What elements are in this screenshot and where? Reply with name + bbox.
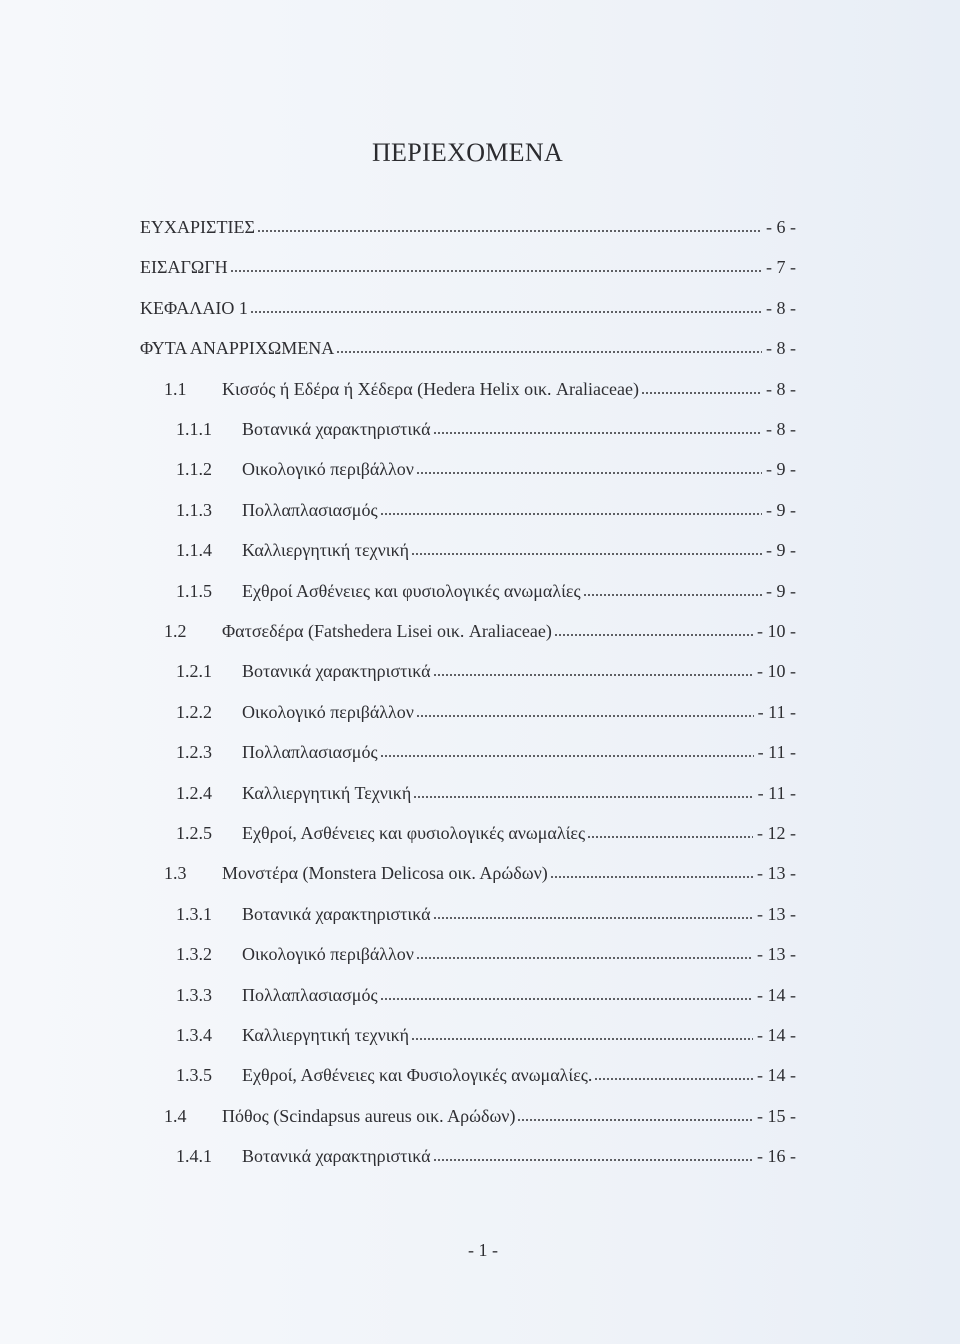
dot-leader: [380, 498, 762, 518]
toc-entry-label: ΕΥΧΑΡΙΣΤΙΕΣ: [140, 217, 255, 237]
toc-entry-number: 1.3.2: [176, 944, 212, 965]
toc-entry-number: 1.3: [164, 863, 187, 884]
toc-entry-page: - 8 -: [766, 378, 796, 399]
dot-leader: [433, 659, 753, 679]
toc-entry-page: - 8 -: [766, 338, 796, 359]
toc-entry-label: Καλλιεργητική τεχνική: [242, 540, 410, 561]
toc-entry-label: Εχθροί, Ασθένειες και Φυσιολογικές ανωμαλίες.: [242, 1065, 593, 1086]
toc-entry-number: 1.1.2: [176, 459, 212, 480]
toc-entry-label: Φατσεδέρα (Fatshedera Lisei οικ. Araliaceae): [222, 621, 552, 641]
toc-entry-label: Πολλαπλασιασμός: [242, 984, 378, 1005]
toc-entry-page: - 13 -: [757, 944, 796, 965]
toc-entry: [176, 779, 796, 809]
toc-entry: [176, 496, 796, 526]
dot-leader: [380, 740, 754, 760]
toc-entry-page: - 14 -: [757, 984, 796, 1005]
toc-entry-label: Πολλαπλασιασμός: [242, 499, 378, 520]
toc-entry-page: - 16 -: [757, 1146, 796, 1167]
dot-leader: [433, 417, 762, 437]
toc-entry-number: 1.3.4: [176, 1025, 212, 1045]
page-number: - 1 -: [468, 1240, 498, 1260]
toc-entry-page: - 11 -: [757, 782, 796, 803]
toc-entry-label: Βοτανικά χαρακτηριστικά: [242, 903, 431, 924]
toc-entry: [164, 375, 796, 405]
dot-leader: [413, 781, 753, 801]
toc-entry-number: 1.4.1: [176, 1146, 212, 1167]
toc-entry-page: - 13 -: [757, 903, 796, 924]
toc-entry: [176, 1061, 796, 1091]
toc-entry: [176, 981, 796, 1011]
toc-entry-page: - 11 -: [757, 701, 796, 722]
toc-entry-page: - 10 -: [757, 621, 796, 641]
dot-leader: [250, 296, 762, 316]
toc-entry-page: - 7 -: [766, 257, 796, 278]
toc-entry-page: - 10 -: [757, 661, 796, 682]
toc-entry-label: Βοτανικά χαρακτηριστικά: [242, 661, 431, 682]
toc-entry-label: Εχθροί Ασθένειες και φυσιολογικές ανωμαλίες: [242, 580, 581, 601]
toc-entry-page: - 9 -: [766, 580, 796, 601]
toc-entry: [164, 617, 796, 647]
toc-entry-label: Βοτανικά χαρακτηριστικά: [242, 419, 431, 439]
toc-entry: [176, 1142, 796, 1172]
toc-entry-page: - 13 -: [757, 863, 796, 884]
toc-entry-number: 1.1: [164, 378, 187, 399]
toc-entry: [140, 253, 796, 283]
toc-entry-page: - 9 -: [766, 540, 796, 561]
toc-entry-number: 1.1.4: [176, 540, 212, 561]
dot-leader: [583, 579, 762, 599]
dot-leader: [416, 700, 754, 720]
toc-entry: [176, 1021, 796, 1051]
toc-entry-number: 1.3.3: [176, 984, 212, 1005]
toc-entry: [176, 819, 796, 849]
toc-entry: [176, 698, 796, 728]
toc-entry: [176, 657, 796, 687]
toc-entry-label: Καλλιεργητική τεχνική: [242, 1025, 410, 1045]
toc-entry: [176, 455, 796, 485]
dot-leader: [336, 336, 762, 356]
toc-entry-number: 1.2: [164, 621, 187, 641]
toc-entry-page: - 14 -: [757, 1065, 796, 1086]
dot-leader: [433, 902, 753, 922]
toc-entry: [164, 1102, 796, 1132]
toc-entry: [176, 577, 796, 607]
page-title: ΠΕΡΙΕΧΟΜΕΝΑ: [371, 138, 564, 167]
toc-entry-page: - 12 -: [757, 823, 796, 843]
toc-entry-page: - 15 -: [757, 1105, 796, 1126]
toc-entry: [176, 738, 796, 768]
toc-entry-label: Πόθος (Scindapsus aureus οικ. Αρώδων): [222, 1105, 516, 1126]
toc-entry-label: ΚΕΦΑΛΑΙΟ 1: [140, 297, 248, 318]
dot-leader: [411, 1023, 753, 1043]
dot-leader: [257, 215, 762, 235]
toc-entry: [140, 294, 796, 324]
toc-entry-number: 1.2.2: [176, 701, 212, 722]
toc-entry-number: 1.1.1: [176, 419, 212, 439]
toc-entry-label: Βοτανικά χαρακτηριστικά: [242, 1146, 431, 1167]
toc-entry-label: Καλλιεργητική Τεχνική: [242, 782, 412, 803]
dot-leader: [433, 1144, 753, 1164]
toc-entry-page: - 6 -: [766, 217, 796, 237]
toc-entry-page: - 8 -: [766, 419, 796, 439]
toc-entry-label: Οικολογικό περιβάλλον: [242, 944, 414, 965]
toc-entry-label: ΕΙΣΑΓΩΓΗ: [140, 257, 228, 278]
dot-leader: [517, 1104, 753, 1124]
toc-entry: [176, 900, 796, 930]
dot-leader: [550, 861, 753, 881]
toc-entry-page: - 9 -: [766, 499, 796, 520]
toc-entry-number: 1.2.4: [176, 782, 212, 803]
toc-entry-number: 1.1.3: [176, 499, 212, 520]
dot-leader: [416, 457, 762, 477]
dot-leader: [416, 942, 753, 962]
toc-entry: [176, 536, 796, 566]
toc-entry-label: Οικολογικό περιβάλλον: [242, 701, 414, 722]
toc-entry: [140, 213, 796, 243]
toc-entry-page: - 9 -: [766, 459, 796, 480]
toc-entry-label: Οικολογικό περιβάλλον: [242, 459, 414, 480]
toc-entry-label: ΦΥΤΑ ΑΝΑΡΡΙΧΩΜΕΝΑ: [140, 338, 335, 359]
toc-entry: [164, 859, 796, 889]
toc-entry-label: Κισσός ή Εδέρα ή Χέδερα (Hedera Helix οικ. Araliaceae): [222, 378, 639, 399]
dot-leader: [594, 1063, 753, 1083]
dot-leader: [641, 377, 762, 397]
toc-entry-number: 1.2.5: [176, 823, 212, 843]
dot-leader: [230, 255, 762, 275]
toc-entry-number: 1.2.1: [176, 661, 212, 682]
toc-entry-page: - 11 -: [757, 742, 796, 763]
dot-leader: [411, 538, 762, 558]
toc-entry-number: 1.3.5: [176, 1065, 212, 1086]
toc-entry-page: - 8 -: [766, 297, 796, 318]
toc-entry-number: 1.3.1: [176, 903, 212, 924]
toc-entry: [176, 415, 796, 445]
toc-entry-page: - 14 -: [757, 1025, 796, 1045]
toc-entry-number: 1.2.3: [176, 742, 212, 763]
toc-entry-label: Εχθροί, Ασθένειες και φυσιολογικές ανωμαλίες: [242, 823, 586, 843]
toc-entry: [140, 334, 796, 364]
toc-entry-label: Πολλαπλασιασμός: [242, 742, 378, 763]
dot-leader: [587, 821, 753, 841]
dot-leader: [554, 619, 753, 639]
toc-entry-label: Μονστέρα (Monstera Delicosa οικ. Αρώδων): [222, 863, 548, 884]
toc-entry-number: 1.4: [164, 1105, 187, 1126]
dot-leader: [380, 983, 753, 1003]
toc-entry-number: 1.1.5: [176, 580, 212, 601]
toc-entry: [176, 940, 796, 970]
